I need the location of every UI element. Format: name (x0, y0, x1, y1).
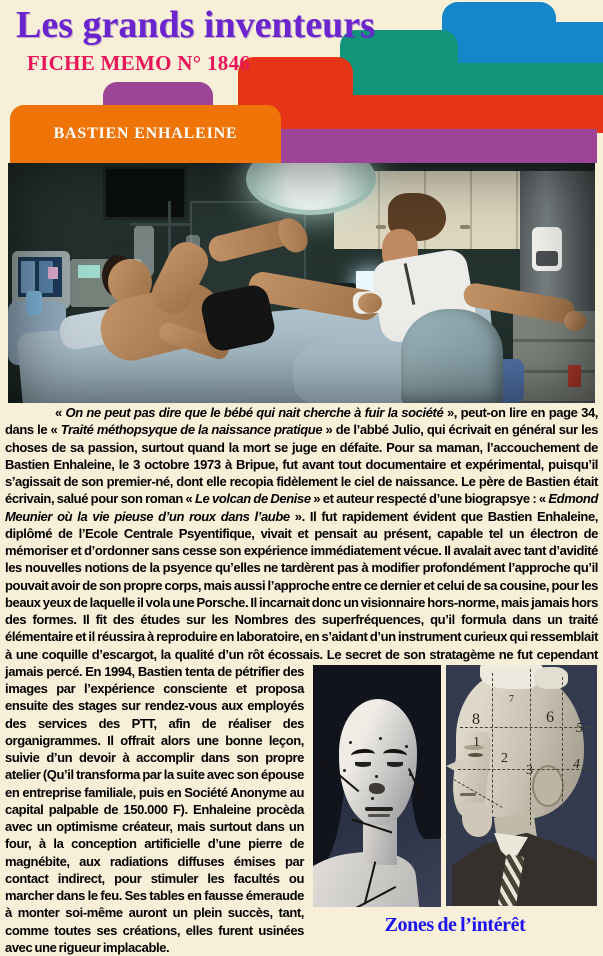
phrenology-man-figure (446, 665, 597, 906)
nurse-right-arm (462, 281, 576, 324)
patient-torso (94, 277, 227, 367)
body-text-segment: » et auteur respecté d’une biograpsye : « (310, 491, 549, 507)
cabinet-handle (460, 225, 470, 229)
glass-cabinet (190, 201, 306, 317)
face-mark-dot (343, 769, 346, 772)
phrenology-number: 5 (576, 720, 583, 736)
cabinet-handle (376, 225, 386, 229)
phrenology-grid-line (492, 673, 493, 813)
body-text-segment: » de l’abbé Julio, qui écrivait en général sur les choses de sa passion, surtout quand la mort se juge en défaite. Pour sa maman, l’accouchement de Bastien Enhaleine, le 3 octobre 1973 à Bripue, fut avant tout documentaire et expérimental, puisqu’il s’agissait de son premier-né, dont elle recopia fidèlement le ciel de naissance. Le père de Bastien était écrivain, salué pour son roman « (5, 422, 599, 507)
body-text-segment: ». Il fut rapidement évident que Bastien Enhaleine, diplômé de l’Ecole Centrale Psyentifique, vivait et pensait au présent, capable tel un électron de mémoriser et d’ordonner sans cesse son expérience immédiatement vécue. Il avalait avec tant d’avidité les nouvelles notions de la psyence qu’elles ne tardèrent pas à modifier profondément l’approche qu’il pouvait avoir de son propre corps, mais aussi l’approche entre ce dernier et celui de sa cousine, pour les beaux yeux de laquelle il vola une Porsche. Il incarnait donc un visionnaire hors-norme, mais jamais hors des formes. Il fit des études sur les Nombres des superfréquences, qu’il formula dans un traité élémentaire et il réussira à reproduire en laboratoire, en s’aidant d’un instrument curieux qui ressemblait à une coquille d’escargot, la qualité d’un rôt écossais. Le secret de son stratagème (5, 508, 598, 662)
medical-equipment (70, 259, 142, 307)
nurse-face (382, 229, 418, 273)
surgical-light (246, 163, 376, 215)
nurse-hair (388, 193, 446, 241)
iv-bar (130, 223, 190, 226)
inventor-name-label: BASTIEN ENHALEINE (53, 125, 238, 142)
phrenology-grid-line (562, 677, 563, 817)
tab-red-band (250, 95, 603, 133)
woman-eye (387, 762, 403, 767)
figure-block (312, 665, 598, 937)
phrenology-number: 1 (473, 734, 480, 750)
overhead-cabinets (334, 171, 520, 249)
nurse-fist (358, 293, 382, 313)
phrenology-number: 8 (472, 710, 480, 728)
red-outlet (568, 365, 581, 387)
bed-clamp (26, 291, 42, 315)
woman-mouth (365, 807, 393, 811)
face-mark-dot (409, 773, 412, 776)
woman-eye (355, 762, 371, 767)
phrenology-number: 4 (573, 756, 580, 772)
wall-phone (330, 283, 356, 303)
fiche-memo-number: FICHE MEMO N° 1846 (27, 51, 251, 75)
sanitizer-nozzle (536, 251, 558, 266)
woman-brow (351, 748, 376, 762)
face-mark-dot (349, 741, 352, 744)
man-chin (462, 803, 492, 837)
novel-title-italic: Le volcan de Denise (194, 491, 311, 507)
wall-light-panel (356, 271, 386, 309)
body-text-segment: « (55, 405, 66, 420)
phrenology-number: 6 (546, 708, 554, 726)
woman-lip-line (368, 814, 390, 817)
photo-wall (8, 163, 193, 328)
sanitizer-dispenser (532, 227, 562, 271)
man-eye (468, 753, 483, 757)
phrenology-number: 3 (526, 762, 533, 778)
bed-headboard (8, 301, 66, 365)
nurse-pants (476, 359, 524, 403)
quote-italic: On ne peut pas dire que le bébé qui nait cherche à fuir la société (65, 405, 444, 420)
man-ear (532, 765, 564, 807)
man-lips (460, 793, 476, 796)
patient-foot (275, 214, 312, 257)
iv-bag (186, 235, 200, 265)
scan-image (39, 261, 53, 293)
face-mark-dot (379, 737, 382, 740)
monitor-stand (28, 309, 50, 325)
face-mark-dot (371, 797, 374, 800)
nurse-right-hand (564, 311, 586, 331)
patient-extended-leg (246, 270, 381, 322)
bed-sheets (291, 326, 480, 403)
drawer-unit (513, 311, 595, 403)
hospital-bed (17, 293, 498, 403)
iv-pole (168, 201, 171, 313)
pillow (58, 304, 141, 351)
face-mark-dot (375, 775, 378, 778)
figure-caption: Zones de l’intérêt (384, 913, 526, 936)
phrenology-grid-line (530, 669, 531, 825)
bed-footboard (401, 309, 503, 403)
wall-tv (103, 166, 187, 220)
iv-bottle (134, 226, 154, 278)
patient-thigh (146, 236, 214, 320)
patient-head (108, 259, 152, 305)
body-text-segment: ne fut cependant jamais percé. En 1994, Bastien tenta de pétrifier des images par l’expérience consciente et proposa ensuite des stages sur rendez-vous aux employés des services des PTT, afin de réaliser des organigrammes. Il offrait alors une bonne leçon, suivie d’un devoir à accomplir dans son propre atelier (Qu’il transforma par la suite avec son épouse en entreprise familiale, puis en Société Anonyme au capital palpable de 150.000 F). Enhaleine procèda avec un optimisme créateur, mais surtout dans un four, à la conception artificielle d’une pierre de magnébite, aux radiations diffuses émises par contact indirect, pour stimuler les facultés ou marcher dans le feu. Ses tables en fausse émeraude à monter soi-même auront un plein succès, tant, comme toutes ses créations, elles furent usinées avec une rigueur implacable. (5, 646, 598, 955)
tab-blue-band (456, 22, 603, 66)
man-nose (446, 757, 466, 777)
nurse-sleeve (352, 290, 395, 315)
page-title: Les grands inventeurs (16, 4, 375, 46)
face-mark-dot (405, 745, 408, 748)
monitor-screen (18, 257, 62, 297)
physiognomy-woman-figure (313, 665, 441, 907)
equipment-screen (78, 265, 100, 278)
scan-image (21, 261, 35, 293)
steel-panel (520, 171, 595, 403)
phrenology-number: 2 (501, 750, 508, 766)
article-body (5, 404, 598, 956)
body-text-segment: », peut-on lire en page 34, dans le « (5, 405, 598, 438)
woman-nose (369, 783, 385, 794)
patient-hair (102, 255, 134, 297)
hospital-scene-photo (8, 163, 595, 403)
scan-image (48, 267, 58, 279)
patient-arm (157, 320, 232, 361)
nurse-scrub-top (370, 247, 479, 344)
medical-monitor (12, 251, 70, 309)
phrenology-number: 7 (509, 693, 514, 705)
scrub-trim (404, 263, 416, 305)
book-title-italic: Traité méthopsyque de la naissance pratique (60, 422, 323, 438)
patient-shorts (199, 283, 278, 354)
biography-title-italic: Edmond Meunier où la vie pieuse d’un roux dans l’aube (5, 491, 598, 524)
inventor-name-banner (10, 105, 281, 163)
patient-shin (206, 216, 303, 264)
